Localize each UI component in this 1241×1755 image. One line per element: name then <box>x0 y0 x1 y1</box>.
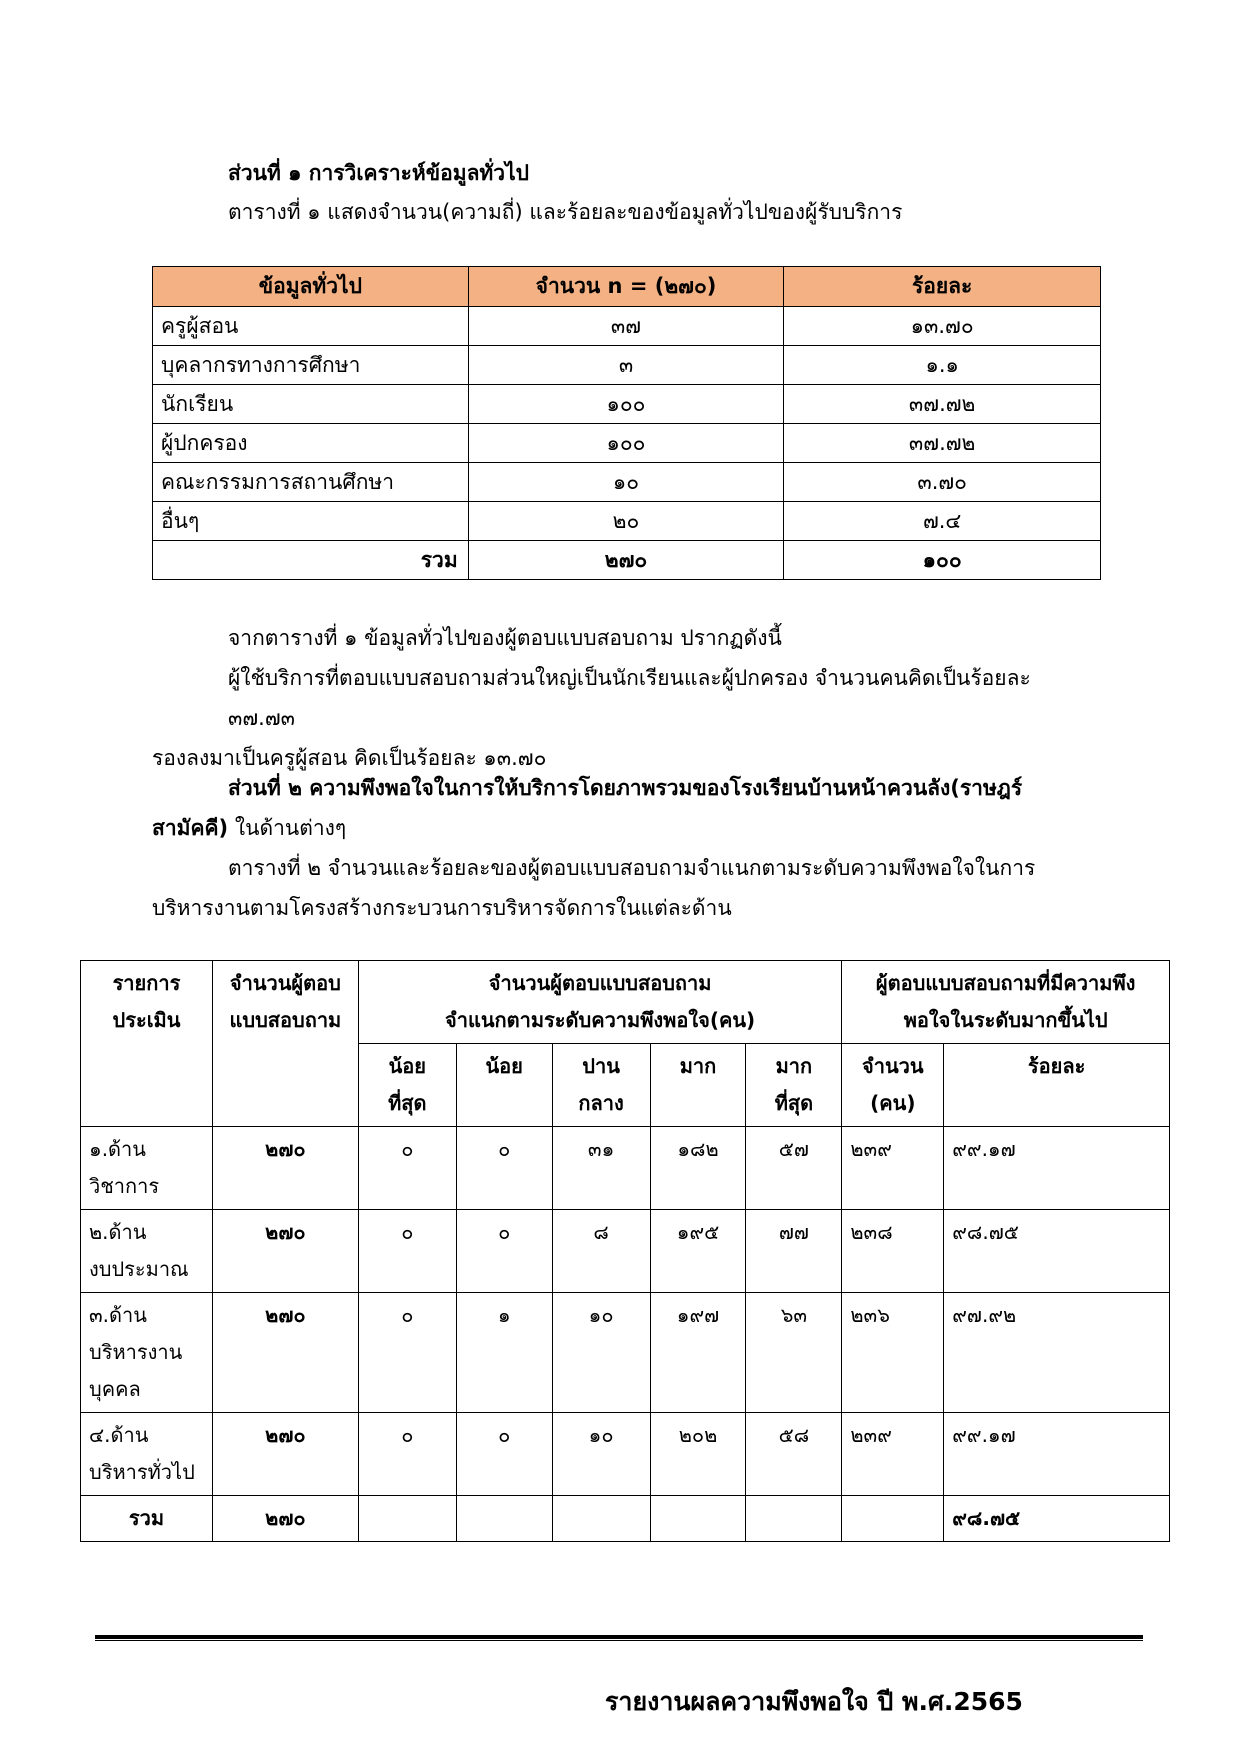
table1-total-row <box>153 541 1101 580</box>
subheader-line: น้อย <box>388 1054 426 1078</box>
table-row <box>153 502 1101 541</box>
header-high-line: พอใจในระดับมากขึ้นไป <box>903 1008 1108 1032</box>
table2-header-row <box>81 961 1170 1044</box>
footer-divider <box>95 1635 1143 1641</box>
subheader-line: ปาน <box>582 1054 620 1078</box>
row-respondents: ๒๗๐ <box>212 1210 358 1293</box>
row-highest: ๕๗ <box>746 1127 842 1210</box>
row-percent: ๙๙.๑๗ <box>944 1127 1170 1210</box>
total-count: ๒๗๐ <box>468 541 784 580</box>
table2-caption-line: บริหารงานตามโครงสร้างกระบวนการบริหารจัดการในแต่ละด้าน <box>152 896 732 920</box>
row-count: ๒๓๙ <box>842 1413 944 1496</box>
table-row <box>153 346 1101 385</box>
table-row <box>81 1413 1170 1496</box>
total-label: รวม <box>153 541 469 580</box>
empty-cell <box>842 1496 944 1542</box>
empty-cell <box>456 1496 552 1542</box>
row-item <box>81 1293 213 1413</box>
total-percent: ๑๐๐ <box>784 541 1101 580</box>
row-item-line: ๔.ด้าน <box>89 1423 149 1447</box>
table-row <box>81 1293 1170 1413</box>
row-item-line: บุคคล <box>89 1377 141 1401</box>
row-least: ๐ <box>358 1210 456 1293</box>
row-percent: ๗.๔ <box>784 502 1101 541</box>
table2-total-row <box>81 1496 1170 1542</box>
summary-line: ผู้ใช้บริการที่ตอบแบบสอบถามส่วนใหญ่เป็นนักเรียนและผู้ปกครอง จำนวนคนคิดเป็นร้อยละ ๓๗.๗๓ <box>228 666 1031 730</box>
row-item-line: บริหารงาน <box>89 1340 183 1364</box>
subheader-count <box>842 1044 944 1127</box>
header-levels <box>358 961 841 1044</box>
subheader-line: (คน) <box>870 1091 916 1115</box>
row-count: ๑๐๐ <box>468 424 784 463</box>
footer-title: รายงานผลความพึงพอใจ ปี พ.ศ.2565 <box>605 1687 1023 1716</box>
row-percent: ๙๘.๗๕ <box>944 1210 1170 1293</box>
row-respondents: ๒๗๐ <box>212 1413 358 1496</box>
row-low: ๑ <box>456 1293 552 1413</box>
section2-title-rest: ในด้านต่างๆ <box>228 816 347 840</box>
row-item <box>81 1413 213 1496</box>
subheader-mid <box>552 1044 650 1127</box>
row-high: ๒๐๒ <box>650 1413 746 1496</box>
subheader-line: กลาง <box>578 1091 624 1115</box>
row-mid: ๑๐ <box>552 1293 650 1413</box>
row-item-line: งบประมาณ <box>89 1257 189 1281</box>
header-resp-line: แบบสอบถาม <box>229 1008 342 1032</box>
row-item-line: ๑.ด้าน <box>89 1137 146 1161</box>
row-count: ๒๐ <box>468 502 784 541</box>
row-respondents: ๒๗๐ <box>212 1293 358 1413</box>
row-label: นักเรียน <box>153 385 469 424</box>
row-count: ๑๐ <box>468 463 784 502</box>
empty-cell <box>552 1496 650 1542</box>
row-label: อื่นๆ <box>153 502 469 541</box>
subheader-line: ที่สุด <box>388 1091 427 1115</box>
row-mid: ๓๑ <box>552 1127 650 1210</box>
row-mid: ๑๐ <box>552 1413 650 1496</box>
table1-header-info: ข้อมูลทั่วไป <box>153 267 469 307</box>
row-highest: ๕๘ <box>746 1413 842 1496</box>
section1-title: ส่วนที่ ๑ การวิเคราะห์ข้อมูลทั่วไป <box>228 161 529 185</box>
row-low: ๐ <box>456 1413 552 1496</box>
subheader-low: น้อย <box>456 1044 552 1127</box>
section2-title-bold: สามัคคี) <box>152 816 229 840</box>
table-row <box>81 1127 1170 1210</box>
row-count: ๓ <box>468 346 784 385</box>
table1-caption: ตารางที่ ๑ แสดงจำนวน(ความถี่) และร้อยละของข้อมูลทั่วไปของผู้รับบริการ <box>228 200 903 224</box>
header-item <box>81 961 213 1127</box>
row-item <box>81 1127 213 1210</box>
row-label: คณะกรรมการสถานศึกษา <box>153 463 469 502</box>
row-high: ๑๘๒ <box>650 1127 746 1210</box>
header-levels-line: จำนวนผู้ตอบแบบสอบถาม <box>488 971 712 995</box>
header-item-line: ประเมิน <box>112 1008 181 1032</box>
subheader-line: ที่สุด <box>774 1091 814 1115</box>
table-row <box>153 307 1101 346</box>
empty-cell <box>650 1496 746 1542</box>
row-count: ๓๗ <box>468 307 784 346</box>
subheader-percent: ร้อยละ <box>944 1044 1170 1127</box>
row-low: ๐ <box>456 1127 552 1210</box>
satisfaction-table <box>80 960 1170 1542</box>
header-resp-line: จำนวนผู้ตอบ <box>229 971 341 995</box>
table1-header-count: จำนวน n = (๒๗๐) <box>468 267 784 307</box>
row-label: บุคลากรทางการศึกษา <box>153 346 469 385</box>
header-levels-line: จำแนกตามระดับความพึงพอใจ(คน) <box>445 1008 756 1032</box>
table-row <box>153 463 1101 502</box>
row-count: ๒๓๖ <box>842 1293 944 1413</box>
row-highest: ๗๗ <box>746 1210 842 1293</box>
row-percent: ๙๗.๙๒ <box>944 1293 1170 1413</box>
row-item-line: บริหารทั่วไป <box>89 1460 195 1484</box>
subheader-line: มาก <box>775 1054 813 1078</box>
summary-line: รองลงมาเป็นครูผู้สอน คิดเป็นร้อยละ ๑๓.๗๐ <box>152 746 547 770</box>
row-percent: ๑.๑ <box>784 346 1101 385</box>
row-percent: ๑๓.๗๐ <box>784 307 1101 346</box>
row-label: ผู้ปกครอง <box>153 424 469 463</box>
row-percent: ๓.๗๐ <box>784 463 1101 502</box>
row-least: ๐ <box>358 1293 456 1413</box>
row-least: ๐ <box>358 1413 456 1496</box>
header-item-line: รายการ <box>112 971 181 995</box>
table1-header-row <box>153 267 1101 307</box>
header-high-satisfaction <box>842 961 1170 1044</box>
total-label: รวม <box>81 1496 213 1542</box>
section2-heading <box>152 768 1102 928</box>
subheader-highest <box>746 1044 842 1127</box>
table1-header-percent: ร้อยละ <box>784 267 1101 307</box>
table-row <box>153 424 1101 463</box>
row-item <box>81 1210 213 1293</box>
row-percent: ๙๙.๑๗ <box>944 1413 1170 1496</box>
table-row <box>153 385 1101 424</box>
row-percent: ๓๗.๗๒ <box>784 424 1101 463</box>
row-item-line: ๒.ด้าน <box>89 1220 147 1244</box>
row-item-line: วิชาการ <box>89 1174 160 1198</box>
row-count: ๒๓๘ <box>842 1210 944 1293</box>
row-item-line: ๓.ด้าน <box>89 1303 147 1327</box>
total-respondents: ๒๗๐ <box>212 1496 358 1542</box>
total-percent: ๙๘.๗๕ <box>944 1496 1170 1542</box>
header-respondents <box>212 961 358 1127</box>
row-respondents: ๒๗๐ <box>212 1127 358 1210</box>
subheader-line: จำนวน <box>862 1054 924 1078</box>
section2-title-line: ส่วนที่ ๒ ความพึงพอใจในการให้บริการโดยภาพรวมของโรงเรียนบ้านหน้าควนลัง(ราษฎร์ <box>228 776 1023 800</box>
row-high: ๑๙๕ <box>650 1210 746 1293</box>
table-row <box>81 1210 1170 1293</box>
summary-line: จากตารางที่ ๑ ข้อมูลทั่วไปของผู้ตอบแบบสอบถาม ปรากฏดังนี้ <box>228 626 782 650</box>
row-percent: ๓๗.๗๒ <box>784 385 1101 424</box>
summary-paragraph <box>152 618 1102 778</box>
empty-cell <box>746 1496 842 1542</box>
row-count: ๑๐๐ <box>468 385 784 424</box>
row-low: ๐ <box>456 1210 552 1293</box>
empty-cell <box>358 1496 456 1542</box>
subheader-high: มาก <box>650 1044 746 1127</box>
row-least: ๐ <box>358 1127 456 1210</box>
general-info-table <box>152 266 1101 580</box>
header-high-line: ผู้ตอบแบบสอบถามที่มีความพึง <box>875 971 1136 995</box>
table2-caption-line: ตารางที่ ๒ จำนวนและร้อยละของผู้ตอบแบบสอบถามจำแนกตามระดับความพึงพอใจในการ <box>228 856 1036 880</box>
row-highest: ๖๓ <box>746 1293 842 1413</box>
subheader-least <box>358 1044 456 1127</box>
row-count: ๒๓๙ <box>842 1127 944 1210</box>
row-mid: ๘ <box>552 1210 650 1293</box>
row-high: ๑๙๗ <box>650 1293 746 1413</box>
row-label: ครูผู้สอน <box>153 307 469 346</box>
